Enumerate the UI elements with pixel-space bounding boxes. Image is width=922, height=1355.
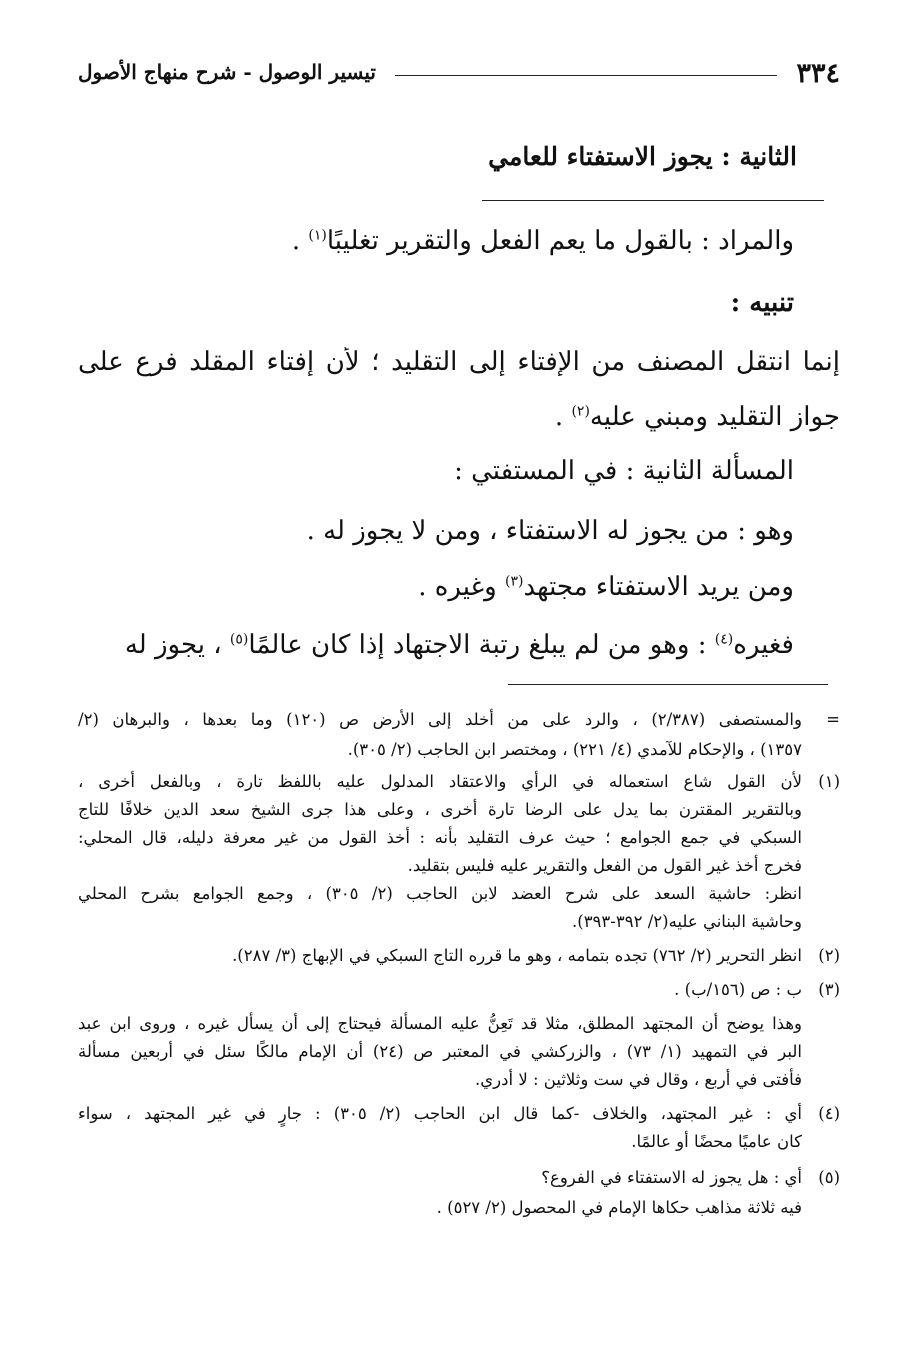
header-rule — [395, 75, 777, 76]
footnote-continuation-line: ١٣٥٧) ، والإحكام للآمدي (٤/ ٢٢١) ، ومختصر ابن الحاجب (٢/ ٣٠٥). — [347, 740, 802, 759]
footnote-3-line: البر في التمهيد (١/ ٧٣) ، والزركشي في المعتبر ص (٢٤) أن الإمام مالكًا سئل في أربعين مسألة — [78, 1042, 802, 1061]
footnote-3-line: وهذا يوضح أن المجتهد المطلق، مثلا قد تَعِنُّ عليه المسألة فيحتاج إلى أن يسأل غيره ، وروى ابن عبد — [78, 1014, 802, 1033]
footnote-number: (٥) — [818, 1168, 840, 1187]
footnote-separator-rule — [508, 684, 828, 685]
footnote-ref-5: (٥) — [229, 631, 249, 648]
main-line-3: إنما انتقل المصنف من الإفتاء إلى التقليد ؛ لأن إفتاء المقلد فرع على — [78, 347, 840, 377]
footnote-2-line: انظر التحرير (٢/ ٧٦٢) تجده بتمامه ، وهو ما قرره التاج السبكي في الإبهاج (٣/ ٢٨٧). — [232, 946, 802, 965]
footnote-1-line: السبكي في جمع الجوامع ؛ حيث عرف التقليد بأنه : أخذ القول من غير معرفة دليله، قال المحلي: — [78, 828, 802, 847]
main-line-8: فغيره$^{(٤)}$ : وهو من لم يبلغ رتبة الاجتهاد إذا كان عالمًا$^{(٥)}$ ، يجوز له — [124, 630, 794, 660]
page-number: ٣٣٤ — [796, 58, 840, 89]
footnote-4-line: كان عاميًا محضًا أو عالمًا. — [631, 1132, 802, 1151]
main-line-1: والمراد : بالقول ما يعم الفعل والتقرير تغليبًا$^{(١)}$ . — [291, 226, 794, 256]
main-line-4: جواز التقليد ومبني عليه$^{(٢)}$ . — [554, 402, 840, 432]
footnote-number: (٢) — [818, 946, 840, 965]
footnote-3-line: فأفتى في أربع ، وقال في ست وثلاثين : لا أدري. — [475, 1070, 802, 1089]
footnote-ref-1: (١) — [308, 227, 327, 244]
running-title: تيسير الوصول - شرح منهاج الأصول — [78, 60, 376, 84]
main-line-5: المسألة الثانية : في المستفتي : — [454, 456, 794, 486]
footnote-5-line: أي : هل يجوز له الاستفتاء في الفروع؟ — [541, 1168, 802, 1187]
continuation-marker: = — [826, 710, 840, 729]
footnote-continuation-line: والمستصفى (٢/٣٨٧) ، والرد على من أخلد إلى الأرض ص (١٢٠) وما بعدها ، والبرهان (٢/ — [78, 710, 802, 729]
footnote-5-line: فيه ثلاثة مذاهب حكاها الإمام في المحصول (٢/ ٥٢٧) . — [436, 1198, 802, 1217]
footnote-ref-3: (٣) — [504, 573, 524, 590]
footnote-1-line: لأن القول شاع استعماله في الرأي والاعتقاد المدلول عليه باللفظ تارة ، وبالفعل أخرى ، — [78, 772, 802, 791]
footnote-number: (٤) — [818, 1104, 840, 1123]
footnote-number: (٣) — [818, 980, 840, 999]
footnote-3-line: ب : ص (١٥٦/ب) . — [674, 980, 802, 999]
main-line-6: وهو : من يجوز له الاستفتاء ، ومن لا يجوز له . — [306, 516, 794, 546]
heading-underline — [482, 200, 824, 201]
section-heading: الثانية : يجوز الاستفتاء للعامي — [488, 142, 797, 171]
footnote-1-line: انظر: حاشية السعد على شرح العضد لابن الحاجب (٢/ ٣٠٥) ، وجمع الجوامع بشرح المحلي — [78, 884, 802, 903]
footnote-1-line: وبالتقرير المقترن بما يدل على الرضا تارة أخرى ، وعلى هذا جرى الشيخ سعد الدين خلافًا للتاج — [78, 800, 802, 819]
footnote-4-line: أي : غير المجتهد، والخلاف -كما قال ابن الحاجب (٢/ ٣٠٥) : جارٍ في غير المجتهد ، سواء — [78, 1104, 802, 1123]
main-line-7: ومن يريد الاستفتاء مجتهد$^{(٣)}$ وغيره . — [418, 572, 794, 602]
footnote-1-line: فخرج أخذ غير القول من الفعل والتقرير عليه فليس بتقليد. — [407, 856, 802, 875]
note-title: تنبيه : — [730, 288, 794, 318]
footnote-number: (١) — [818, 772, 840, 791]
footnote-ref-4: (٤) — [714, 631, 734, 648]
footnote-ref-2: (٢) — [571, 403, 590, 420]
footnote-1-line: وحاشية البناني عليه(٢/ ٣٩٢-٣٩٣). — [572, 912, 802, 931]
